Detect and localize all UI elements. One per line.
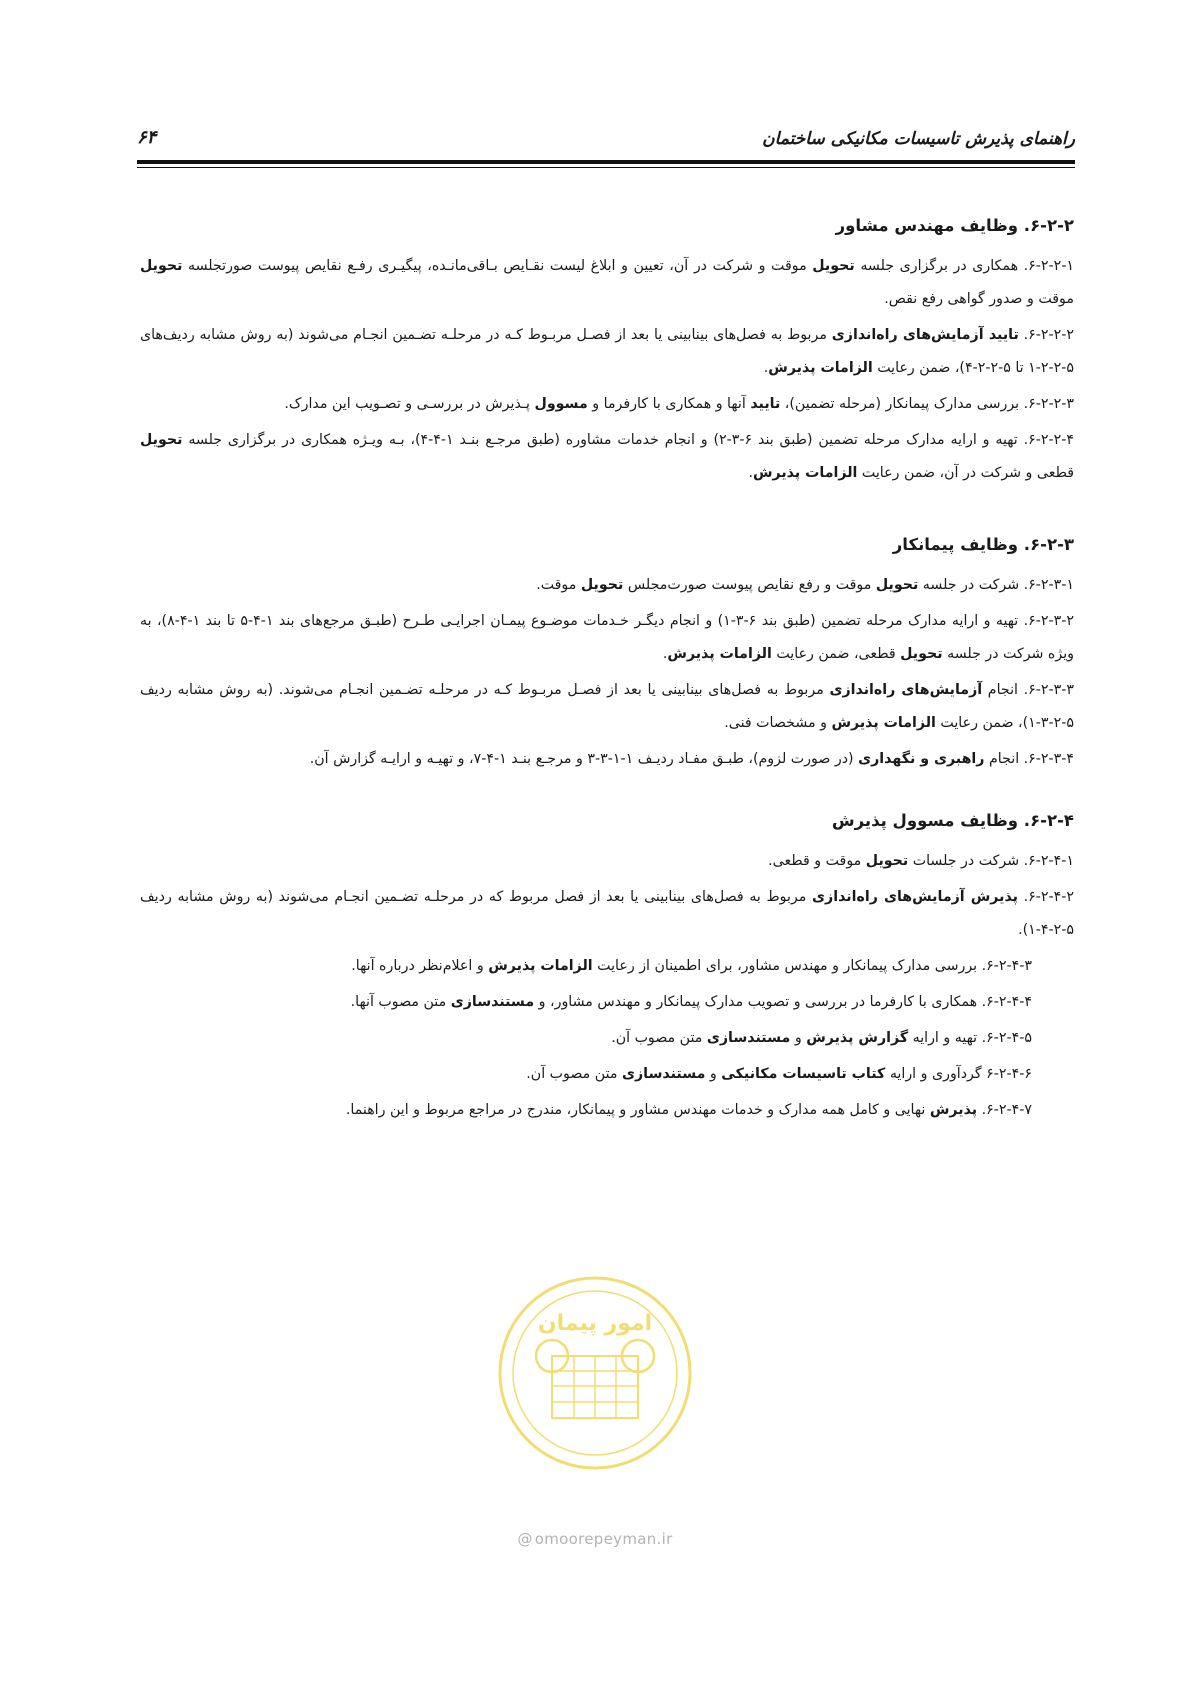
bold-term: تایید آزمایش‌های راه‌اندازی [831,327,1019,343]
bold-term: تایید [750,396,781,412]
bold-term: الزامات پذیرش [831,715,936,731]
clause-text: ۶-۲-۴-۵. تهیه و ارایه [908,1030,1032,1046]
clause-paragraph [140,319,1074,385]
bold-term: مستندسازی [706,1030,791,1046]
clause-text: موقت و قطعی. [768,853,866,869]
clause-text: ۶-۲-۴-۴. همکاری با کارفرما در بررسی و تصویب مدارک پیمانکار و مهندس مشاور، و [534,994,1032,1010]
clause-text: ۶-۲-۴-۶ گردآوری و ارایه [885,1066,1032,1082]
section-heading: ۶-۲-۳. وظایف پیمانکار [892,535,1074,554]
bold-term: تحویل [900,646,943,662]
clause-text: موقت. [536,577,581,593]
clause-text: متن مصوب آن. [611,1030,707,1046]
clause-text: ۶-۲-۴-۷. [977,1102,1032,1118]
clause-text: موقت و صدور گواهی رفع نقص. [884,291,1074,307]
clause-text: پـذیرش در بررسـی و تصـویب این مدارک. [284,396,535,412]
header-rule-thick [137,160,1075,164]
clause-paragraph [140,250,1074,316]
clause-paragraph [140,388,1074,421]
bold-term: مسوول [534,396,588,412]
running-header [137,125,1075,161]
clause-paragraph [140,569,1074,602]
watermark-site [0,1530,1190,1548]
bold-term: پذیرش آزمایش‌های راه‌اندازی [812,889,1018,905]
clause-paragraph [140,605,1074,671]
clause-text: مربوط به فصل‌های بینابینی یا بعد از فصـل مربـوط کـه در مرحلـه تضـمین انجـام می‌شوند. (به روش مشابه ردیف ۵-۲-۳-۱)، ضمن رعایت [140,682,1074,731]
bold-term: تحویل [140,432,183,448]
clause-text: نهایی و کامل همه مدارک و خدمات مهندس مشاور و پیمانکار، مندرج در مراجع مربوط و این راهنما. [345,1102,930,1118]
clause-paragraph [140,845,1074,878]
clause-text: و [790,1030,807,1046]
clause-text: . [763,360,769,376]
bold-term: الزامات پذیرش [667,646,772,662]
bold-term: الزامات پذیرش [488,958,593,974]
clause-text: موقت و رفع نقایص پیوست صورت‌مجلس [623,577,876,593]
header-rule-thin [137,167,1075,168]
clause-text: مربوط به فصل‌های بینابینی یا بعد از فصل مربوط که در مرحلـه تضـمین انجـام می‌شوند (به روش مشابه ردیف ۵-۲-۴-۱). [140,889,1074,938]
watermark-logo-text: امور پیمان [537,1311,653,1336]
page-number: ۶۴ [137,127,157,148]
clause-paragraph [140,950,1074,983]
bold-term: راهبری و نگهداری [858,751,985,767]
bold-term: مستندسازی [450,994,535,1010]
clause-text: و [705,1066,722,1082]
clause-text: و مشخصات فنی. [724,715,832,731]
clause-text: ۶-۲-۳-۱. شرکت در جلسه [918,577,1074,593]
watermark-logo [490,1268,700,1478]
clause-paragraph [140,743,1074,776]
clause-text: ۶-۲-۳-۳. انجام [982,682,1074,698]
at-icon: @ [517,1530,533,1548]
bold-term: پذیرش [929,1102,978,1118]
clause-paragraph [140,1058,1074,1091]
clause-text: ۶-۲-۴-۱. شرکت در جلسات [908,853,1074,869]
clause-paragraph [140,674,1074,740]
clause-text: (در صورت لزوم)، طبـق مفـاد ردیـف ۱-۱-۳-۳ و مرجـع بنـد ۱-۴-۷، و تهیـه و ارایـه گزارش آن. [309,751,859,767]
bold-term: کتاب تاسیسات مکانیکی [721,1066,886,1082]
section-heading: ۶-۲-۴. وظایف مسوول پذیرش [831,811,1074,830]
clause-paragraph [140,1094,1074,1127]
clause-text: موقت و شرکت در آن، تعیین و ابلاغ لیست نقـایص بـاقی‌مانـده، پیگیـری رفـع نقایص پیوست صورتجلسه [182,258,813,274]
section-heading: ۶-۲-۲. وظایف مهندس مشاور [835,216,1074,235]
clause-paragraph [140,881,1074,947]
clause-text: آنها و همکاری با کارفرما و [587,396,751,412]
clause-paragraph [140,1022,1074,1055]
bold-term: الزامات پذیرش [768,360,873,376]
clause-paragraph [140,424,1074,490]
clause-text: ۶-۲-۲-۲. [1018,327,1074,343]
book-title: راهنمای پذیرش تاسیسات مکانیکی ساختمان [762,129,1075,149]
clause-paragraph [140,986,1074,1019]
bold-term: مستندسازی [621,1066,706,1082]
watermark-site-text: omoorepeyman.ir [534,1530,673,1548]
bold-term: الزامات پذیرش [752,465,858,481]
section [140,524,1074,776]
clause-text: ۶-۲-۴-۳. بررسی مدارک پیمانکار و مهندس مشاور، برای اطمینان از رعایت [592,958,1032,974]
bold-term: تحویل [875,577,919,593]
bold-term: تحویل [812,258,855,274]
clause-text: متن مصوب آنها. [350,994,451,1010]
clause-text: ۶-۲-۲-۴. تهیه و ارایه مدارک مرحله تضمین (طبق بند ۶-۳-۲) و انجام خدمات مشاوره (طبق مرجـع بنـد ۱-۴-۴)، بـه ویـژه همکاری در برگزاری جلسه [182,432,1074,448]
clause-text: و اعلام‌نظر درباره آنها. [351,958,489,974]
clause-text: . [748,465,753,481]
clause-text: ۶-۲-۴-۲. [1017,889,1074,905]
bold-term: آزمایش‌های راه‌اندازی [829,682,983,698]
clause-text: . [662,646,668,662]
clause-text: ۶-۲-۲-۱. همکاری در برگزاری جلسه [854,258,1074,274]
clause-text: متن مصوب آن. [526,1066,622,1082]
page-body [140,205,1074,1130]
bold-term: تحویل [865,853,909,869]
clause-text: ۶-۲-۳-۲. تهیه و ارایه مدارک مرحله تضمین (طبق بند ۶-۳-۱) و انجام دیگـر خـدمات موضـوع پیمـان اجرایـی طـرح (طبـق مرجع‌های بند ۱-۴-۵ تا بند ۱-۴-۸)، به ویژه شرکت در جلسه [140,613,1074,662]
bold-term: تحویل [140,258,183,274]
bold-term: گزارش پذیرش [806,1030,909,1046]
clause-text: قطعی، ضمن رعایت [771,646,901,662]
clause-text: مربوط به فصل‌های بینابینی یا بعد از فصـل مربـوط کـه در مرحلـه تضـمین انجـام می‌شوند (به روش مشابه ردیف‌های ۵-۲-۲-۱ تا ۵-۲-۲-۴)، ضمن رعایت [140,327,1074,376]
clause-text: ۶-۲-۳-۴. انجام [984,751,1074,767]
clause-text: ۶-۲-۲-۳. بررسی مدارک پیمانکار (مرحله تضمین)، [780,396,1074,412]
bold-term: تحویل [580,577,624,593]
section [140,800,1074,1127]
clause-text: قطعی و شرکت در آن، ضمن رعایت [857,465,1074,481]
section [140,205,1074,490]
